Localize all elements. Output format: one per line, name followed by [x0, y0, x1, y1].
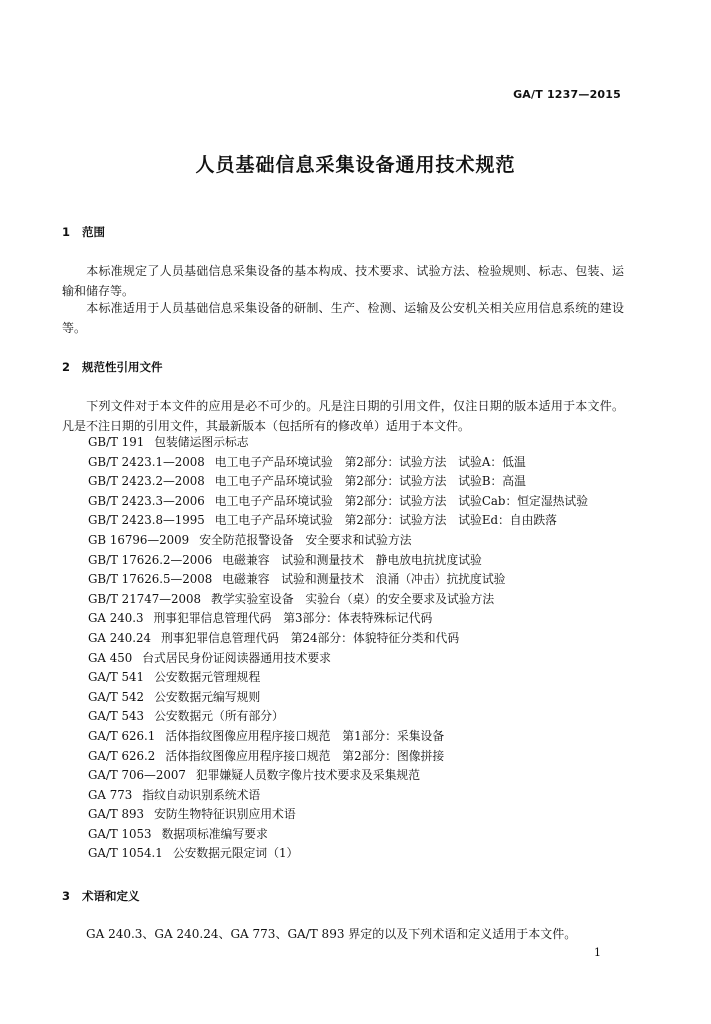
section-title: 范围 — [82, 225, 105, 239]
reference-title: 安防生物特征识别应用术语 — [154, 807, 296, 822]
reference-item — [88, 825, 588, 845]
reference-item — [88, 453, 588, 473]
reference-title: 犯罪嫌疑人员数字像片技术要求及采集规范 — [195, 768, 421, 783]
reference-title: 公安数据元限定词（1） — [172, 846, 299, 861]
reference-item — [88, 590, 588, 610]
reference-item — [88, 649, 588, 669]
reference-item — [88, 492, 588, 512]
reference-item — [88, 511, 588, 531]
paragraph — [62, 298, 624, 338]
reference-title: 电磁兼容 试验和测量技术 浪涌（冲击）抗扰度试验 — [222, 572, 506, 587]
reference-title: 教学实验室设备 实验台（桌）的安全要求及试验方法 — [211, 591, 495, 606]
section-title: 术语和定义 — [82, 889, 140, 903]
reference-code: GB/T 17626.2—2006 — [88, 552, 213, 567]
document-title: 人员基础信息采集设备通用技术规范 — [195, 154, 516, 176]
reference-code: GA/T 1053 — [88, 826, 152, 841]
reference-item — [88, 433, 588, 453]
section-heading-normative-references — [62, 359, 163, 375]
section-number: 2 — [62, 360, 71, 374]
reference-code: GA/T 543 — [88, 709, 145, 724]
reference-item — [88, 766, 588, 786]
reference-item — [88, 707, 588, 727]
paragraph — [62, 924, 624, 944]
reference-code: GA/T 1054.1 — [88, 846, 163, 861]
reference-code: GA/T 893 — [88, 807, 145, 822]
reference-item — [88, 551, 588, 571]
reference-code: GA 240.24 — [88, 630, 151, 645]
section-title: 规范性引用文件 — [82, 360, 163, 374]
reference-item — [88, 727, 588, 747]
reference-title: 电工电子产品环境试验 第2部分：试验方法 试验Ed：自由跌落 — [214, 513, 557, 528]
section-heading-scope — [62, 224, 105, 240]
reference-code: GB/T 2423.2—2008 — [88, 474, 205, 489]
reference-title: 刑事犯罪信息管理代码 第24部分：体貌特征分类和代码 — [160, 630, 460, 645]
reference-item — [88, 609, 588, 629]
reference-title: 台式居民身份证阅读器通用技术要求 — [142, 650, 331, 665]
reference-title: 电工电子产品环境试验 第2部分：试验方法 试验B：高温 — [214, 474, 526, 489]
reference-title: 指纹自动识别系统术语 — [142, 787, 261, 802]
reference-title: 公安数据元（所有部分） — [154, 709, 284, 724]
section-heading-terms-and-definitions — [62, 888, 140, 904]
reference-code: GB/T 21747—2008 — [88, 591, 202, 606]
reference-title: 活体指纹图像应用程序接口规范 第1部分：采集设备 — [165, 728, 445, 743]
reference-code: GA/T 706—2007 — [88, 768, 186, 783]
paragraph — [62, 396, 624, 436]
reference-title: 安全防范报警设备 安全要求和试验方法 — [199, 532, 412, 547]
reference-title: 电磁兼容 试验和测量技术 静电放电抗扰度试验 — [222, 552, 482, 567]
reference-title: 公安数据元编写规则 — [154, 689, 261, 704]
paragraph — [62, 261, 624, 301]
reference-item — [88, 668, 588, 688]
reference-code: GB 16796—2009 — [88, 532, 190, 547]
reference-code: GB/T 2423.8—1995 — [88, 513, 205, 528]
reference-item — [88, 747, 588, 767]
section-number: 3 — [62, 889, 71, 903]
reference-list — [88, 433, 588, 864]
reference-item — [88, 805, 588, 825]
reference-item — [88, 786, 588, 806]
reference-code: GB/T 2423.3—2006 — [88, 493, 205, 508]
paragraph-text: 本标准规定了人员基础信息采集设备的基本构成、技术要求、试验方法、检验规则、标志、包装、运输和储存等。 — [62, 264, 624, 298]
reference-code: GA/T 542 — [88, 689, 145, 704]
reference-code: GB/T 2423.1—2008 — [88, 454, 205, 469]
reference-title: 活体指纹图像应用程序接口规范 第2部分：图像拼接 — [165, 748, 445, 763]
reference-code: GA 450 — [88, 650, 133, 665]
reference-title: 电工电子产品环境试验 第2部分：试验方法 试验Cab：恒定湿热试验 — [214, 493, 589, 508]
reference-code: GA/T 541 — [88, 670, 145, 685]
reference-code: GA 773 — [88, 787, 133, 802]
reference-item — [88, 570, 588, 590]
paragraph-text: GA 240.3、GA 240.24、GA 773、GA/T 893 界定的以及下列术语和定义适用于本文件。 — [86, 927, 577, 941]
reference-item — [88, 531, 588, 551]
reference-item — [88, 472, 588, 492]
paragraph-text: 下列文件对于本文件的应用是必不可少的。凡是注日期的引用文件，仅注日期的版本适用于本文件。凡是不注日期的引用文件，其最新版本（包括所有的修改单）适用于本文件。 — [62, 399, 624, 433]
reference-code: GA 240.3 — [88, 611, 144, 626]
reference-title: 电工电子产品环境试验 第2部分：试验方法 试验A：低温 — [214, 454, 526, 469]
reference-code: GB/T 191 — [88, 435, 145, 449]
standard-code: GA/T 1237—2015 — [513, 88, 621, 101]
section-number: 1 — [62, 225, 71, 239]
reference-code: GB/T 17626.5—2008 — [88, 572, 213, 587]
reference-code: GA/T 626.1 — [88, 728, 156, 743]
reference-item — [88, 844, 588, 864]
paragraph-text: 本标准适用于人员基础信息采集设备的研制、生产、检测、运输及公安机关相关应用信息系统的建设等。 — [62, 301, 624, 335]
reference-title: 包装储运图示标志 — [154, 435, 249, 449]
reference-item — [88, 688, 588, 708]
reference-title: 刑事犯罪信息管理代码 第3部分：体表特殊标记代码 — [153, 611, 433, 626]
reference-code: GA/T 626.2 — [88, 748, 156, 763]
reference-item — [88, 629, 588, 649]
page-number: 1 — [594, 946, 601, 959]
reference-title: 数据项标准编写要求 — [161, 826, 268, 841]
reference-title: 公安数据元管理规程 — [154, 670, 261, 685]
